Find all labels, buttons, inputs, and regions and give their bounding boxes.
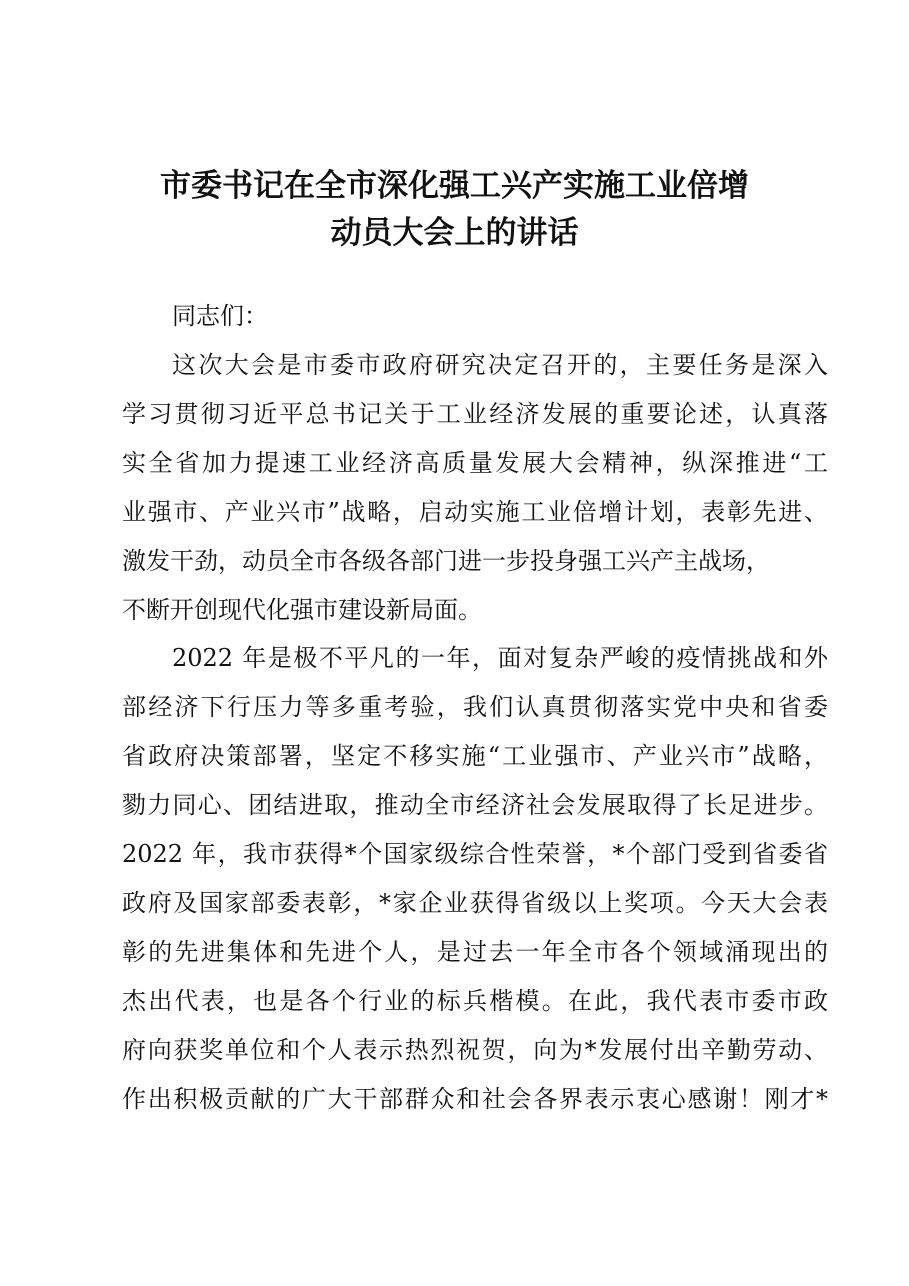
body-line: 部经济下行压力等多重考验，我们认真贯彻落实党中央和省委 [122, 693, 828, 721]
body-line: 府向获奖单位和个人表示热烈祝贺，向为*发展付出辛勤劳动、 [122, 1036, 828, 1064]
body-line: 这次大会是市委市政府研究决定召开的，主要任务是深入 [172, 351, 828, 379]
body-line: 省政府决策部署，坚定不移实施“工业强市、产业兴市”战略， [122, 742, 828, 770]
body-line: 作出积极贡献的广大干部群众和社会各界表示衷心感谢！刚才* [122, 1085, 828, 1113]
document-title-line-1: 市委书记在全市深化强工兴产实施工业倍增 [160, 168, 749, 204]
body-line: 2022 年是极不平凡的一年，面对复杂严峻的疫情挑战和外 [172, 644, 828, 672]
body-line: 勠力同心、团结进取，推动全市经济社会发展取得了长足进步。 [122, 791, 828, 819]
body-line: 学习贯彻习近平总书记关于工业经济发展的重要论述，认真落 [122, 400, 828, 428]
body-line: 杰出代表，也是各个行业的标兵楷模。在此，我代表市委市政 [122, 987, 828, 1015]
body-line: 彰的先进集体和先进个人，是过去一年全市各个领域涌现出的 [122, 938, 828, 966]
body-line: 实全省加力提速工业经济高质量发展大会精神，纵深推进“工 [122, 449, 828, 477]
greeting: 同志们： [172, 302, 268, 330]
body-line: 激发干劲，动员全市各级各部门进一步投身强工兴产主战场， [122, 547, 770, 575]
body-line: 政府及国家部委表彰，*家企业获得省级以上奖项。今天大会表 [122, 889, 828, 917]
body-line: 2022 年，我市获得*个国家级综合性荣誉，*个部门受到省委省 [122, 840, 828, 868]
body-line: 不断开创现代化强市建设新局面。 [122, 596, 482, 624]
body-line: 业强市、产业兴市”战略，启动实施工业倍增计划，表彰先进、 [122, 498, 828, 526]
document-title-line-2: 动员大会上的讲话 [330, 215, 579, 251]
